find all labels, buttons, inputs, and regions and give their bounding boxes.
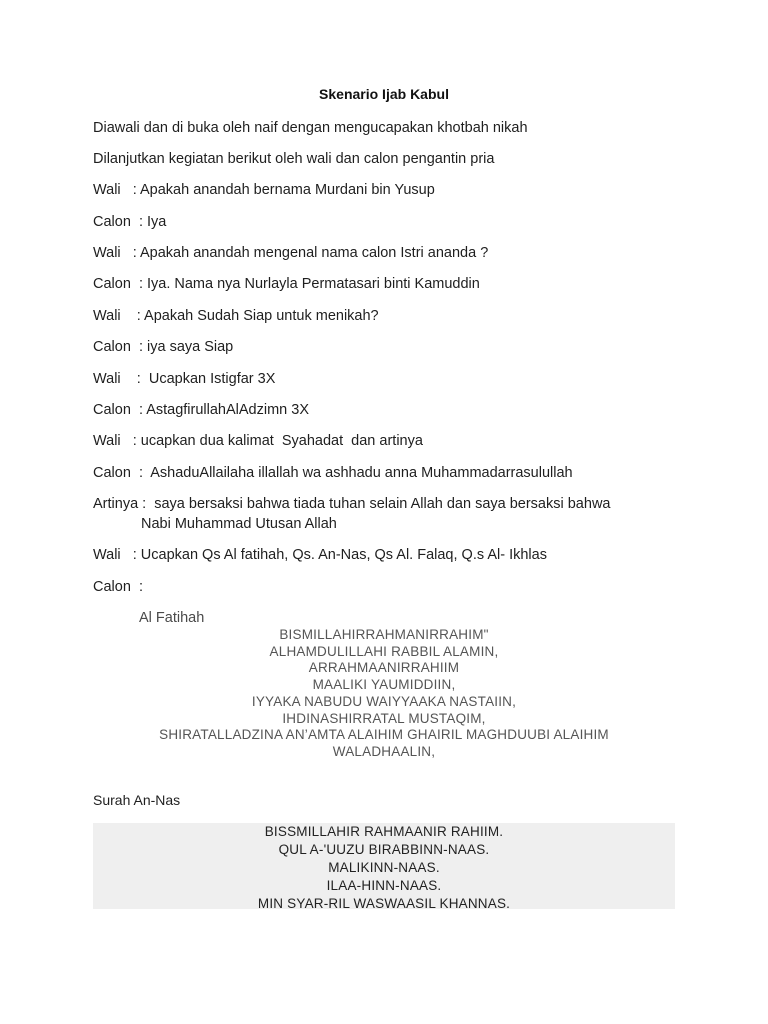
verse-line: WALADHAALIN,: [332, 743, 436, 759]
dialogue-line: Wali : Apakah anandah bernama Murdani bin Yusup: [93, 182, 435, 198]
verse-line: IHDINASHIRRATAL MUSTAQIM,: [282, 710, 486, 726]
annas-heading: Surah An-Nas: [93, 792, 181, 808]
verse-line: ARRAHMAANIRRAHIIM: [308, 660, 460, 676]
dialogue-line: Calon : Iya. Nama nya Nurlayla Permatasari binti Kamuddin: [93, 276, 480, 292]
verse-line: MIN SYAR-RIL WASWAASIL KHANNAS.: [257, 896, 511, 911]
annas-verses: [93, 823, 675, 913]
dialogue-line: Calon : AstagfirullahAlAdzimn 3X: [93, 402, 309, 418]
verse-line: ALHAMDULILLAHI RABBIL ALAMIN,: [269, 643, 499, 659]
dialogue-line: Wali : Apakah anandah mengenal nama calon Istri ananda ?: [93, 245, 489, 261]
paragraph-continuation: Dilanjutkan kegiatan berikut oleh wali dan calon pengantin pria: [93, 151, 495, 167]
verse-line: ILAA-HINN-NAAS.: [326, 878, 442, 893]
dialogue-line: Calon :: [93, 579, 143, 595]
dialogue-line: Artinya : saya bersaksi bahwa tiada tuhan selain Allah dan saya bersaksi bahwa: [93, 496, 611, 512]
dialogue-line: Wali : Ucapkan Istigfar 3X: [93, 371, 276, 387]
dialogue-line: Calon : Iya: [93, 214, 167, 230]
verse-line: MAALIKI YAUMIDDIIN,: [312, 677, 456, 693]
dialogue-line: Calon : iya saya Siap: [93, 339, 234, 355]
dialogue-line: Wali : Apakah Sudah Siap untuk menikah?: [93, 308, 379, 324]
annas-verse-box: [93, 823, 675, 909]
verse-line: BISSMILLAHIR RAHMAANIR RAHIIM.: [264, 824, 504, 839]
paragraph-opening: Diawali dan di buka oleh naif dengan mengucapakan khotbah nikah: [93, 120, 528, 136]
verse-line: BISMILLAHIRRAHMANIRRAHIM": [279, 627, 489, 642]
verse-line: QUL A-'UUZU BIRABBINN-NAAS.: [278, 842, 490, 857]
verse-line: SHIRATALLADZINA AN’AMTA ALAIHIM GHAIRIL MAGHDUUBI ALAIHIM: [159, 727, 609, 743]
dialogue-line-continued: Nabi Muhammad Utusan Allah: [141, 516, 337, 532]
document-title: Skenario Ijab Kabul: [319, 86, 449, 102]
verse-line: MALIKINN-NAAS.: [328, 860, 440, 875]
dialogue-line: Wali : ucapkan dua kalimat Syahadat dan artinya: [93, 433, 423, 449]
dialogue-line: Calon : AshaduAllailaha illallah wa ashhadu anna Muhammadarrasulullah: [93, 465, 573, 481]
fatihah-heading: Al Fatihah: [139, 610, 205, 626]
dialogue-line: Wali : Ucapkan Qs Al fatihah, Qs. An-Nas, Qs Al. Falaq, Q.s Al- Ikhlas: [93, 547, 547, 563]
verse-line: IYYAKA NABUDU WAIYYAAKA NASTAIIN,: [251, 693, 517, 709]
fatihah-verses: [93, 627, 675, 761]
